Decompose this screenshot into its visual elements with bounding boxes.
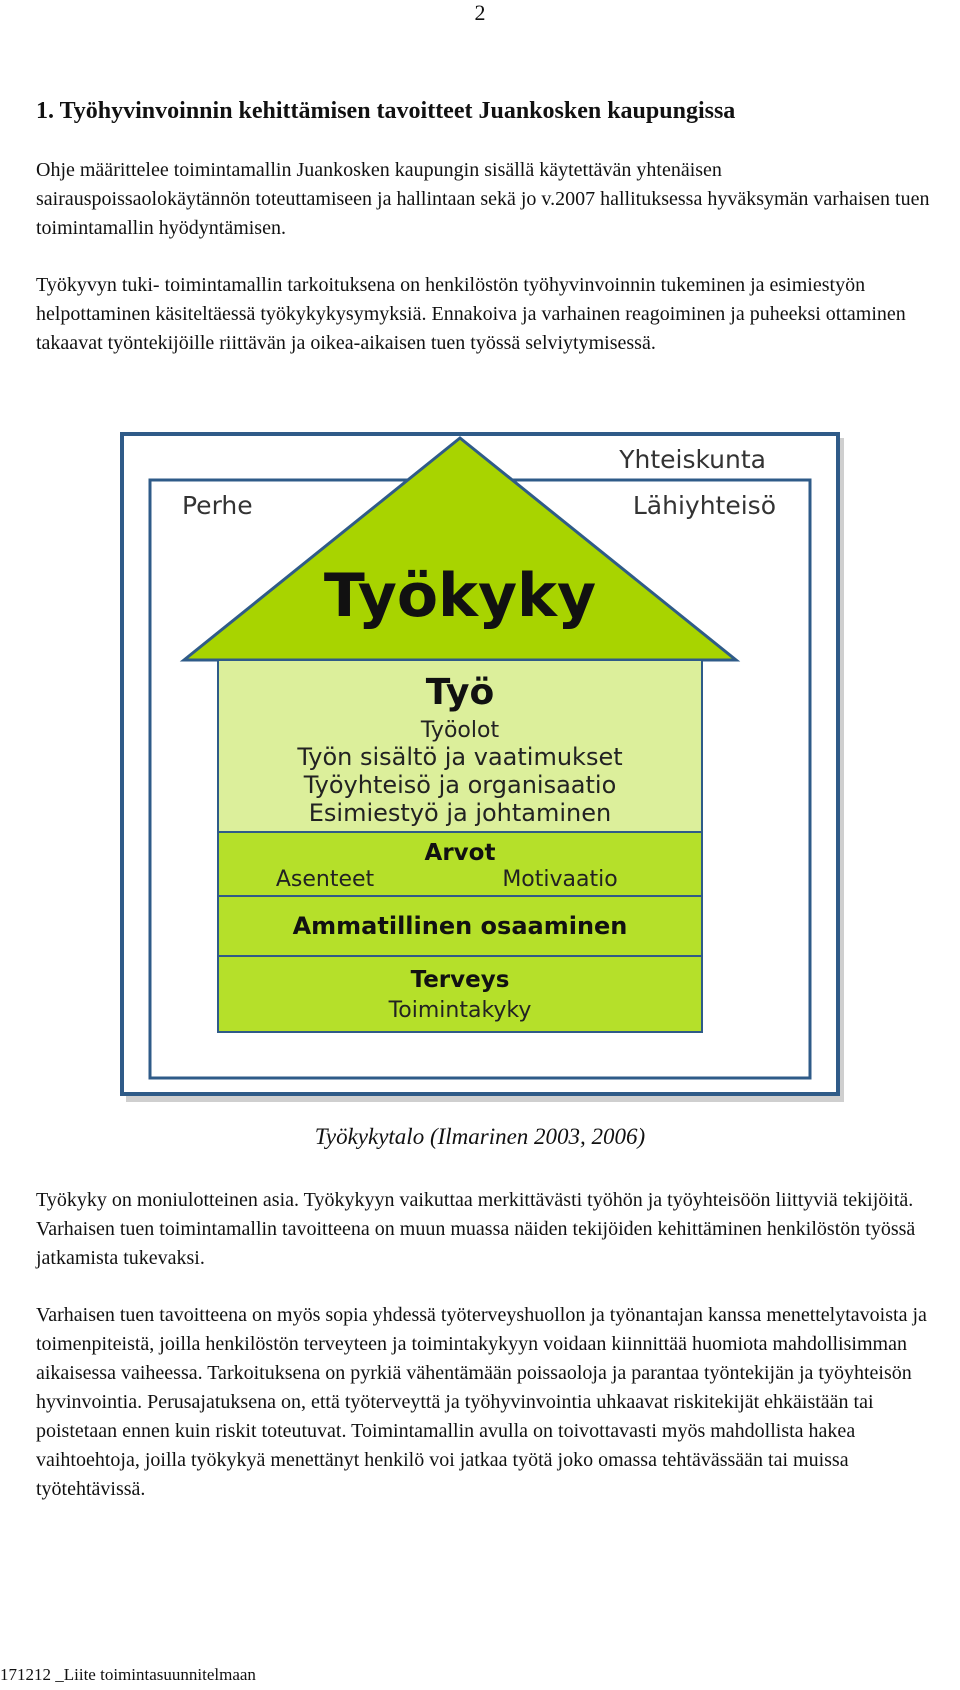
floor-tyo-line: Työn sisältö ja vaatimukset bbox=[297, 743, 623, 771]
floor-arvot-left: Asenteet bbox=[275, 867, 375, 892]
floor-arvot-title: Arvot bbox=[424, 840, 496, 866]
roof-title: Työkyky bbox=[323, 561, 597, 631]
purpose-paragraph: Työkyvyn tuki- toimintamallin tarkoituksena on henkilöstön työhyvinvoinnin tukeminen ja esimiestyön helpottaminen käsiteltäessä työkykykysymyksiä. Ennakoiva ja varhainen reagoiminen ja puheeksi ottaminen takaavat työntekijöille riittävän ja oikea-aikaisen tuen työssä selviytymisessä. bbox=[36, 274, 906, 354]
section-heading: 1. Työhyvinvoinnin kehittämisen tavoitteet Juankosken kaupungissa bbox=[36, 98, 736, 124]
floor-osaaminen-title: Ammatillinen osaaminen bbox=[292, 912, 628, 940]
page-number: 2 bbox=[474, 0, 486, 25]
floor-tyo-line: Esimiestyö ja johtaminen bbox=[308, 799, 612, 827]
floor-arvot-right: Motivaatio bbox=[502, 867, 618, 892]
early-support-paragraph: Varhaisen tuen tavoitteena on myös sopia yhdessä työterveyshuollon ja työnantajan kanssa menettelytavoista ja toimenpiteistä, joilla henkilöstön terveyteen ja toimintakykyyn voidaan kiinnittää huomiota mahdollisimman aikaisessa vaiheessa. Tarkoituksena on pyrkiä vähentämään poissaoloja ja parantaa työntekijän ja työyhteisön hyvinvointia. Perusajatuksena on, että työterveyttä ja työhyvinvointia uhkaavat riskitekijät ehkäistään tai poistetaan ennen kuin riskit toteutuvat. Toimintamallin avulla on toivottavasti myös mahdollista hakea vaihtoehtoja, joilla työkykyä menettänyt henkilö voi jatkaa työtä joko omassa tehtävässään tai muissa työtehtävissä. bbox=[36, 1304, 927, 1500]
floor-terveys-title: Terveys bbox=[410, 967, 510, 993]
floor-tyo-title: Työ bbox=[425, 672, 495, 713]
floor-terveys-sub: Toimintakyky bbox=[388, 998, 532, 1023]
perhe-label: Perhe bbox=[182, 491, 253, 520]
yhteiskunta-label: Yhteiskunta bbox=[619, 445, 766, 474]
page-footer: 171212 _Liite toimintasuunnitelmaan bbox=[0, 1665, 256, 1684]
floor-tyo-line: Työyhteisö ja organisaatio bbox=[303, 771, 617, 799]
work-ability-house-figure bbox=[120, 432, 848, 1104]
figure-caption: Työkykytalo (Ilmarinen 2003, 2006) bbox=[314, 1124, 646, 1149]
intro-paragraph: Ohje määrittelee toimintamallin Juankosken kaupungin sisällä käytettävän yhtenäisen sairauspoissaolokäytännön toteuttamiseen ja hallintaan sekä jo v.2007 hallituksessa hyväksymän varhaisen tuen toimintamallin hyödyntämisen. bbox=[36, 159, 930, 239]
floor-tyo-line: Työolot bbox=[420, 718, 500, 743]
work-ability-paragraph: Työkyky on moniulotteinen asia. Työkykyyn vaikuttaa merkittävästi työhön ja työyhteisöön liittyviä tekijöitä. Varhaisen tuen toimintamallin tavoitteena on muun muassa näiden tekijöiden kehittäminen henkilöstön työssä jatkamista tukevaksi. bbox=[36, 1189, 916, 1269]
lahiyhteiso-label: Lähiyhteisö bbox=[632, 491, 776, 520]
